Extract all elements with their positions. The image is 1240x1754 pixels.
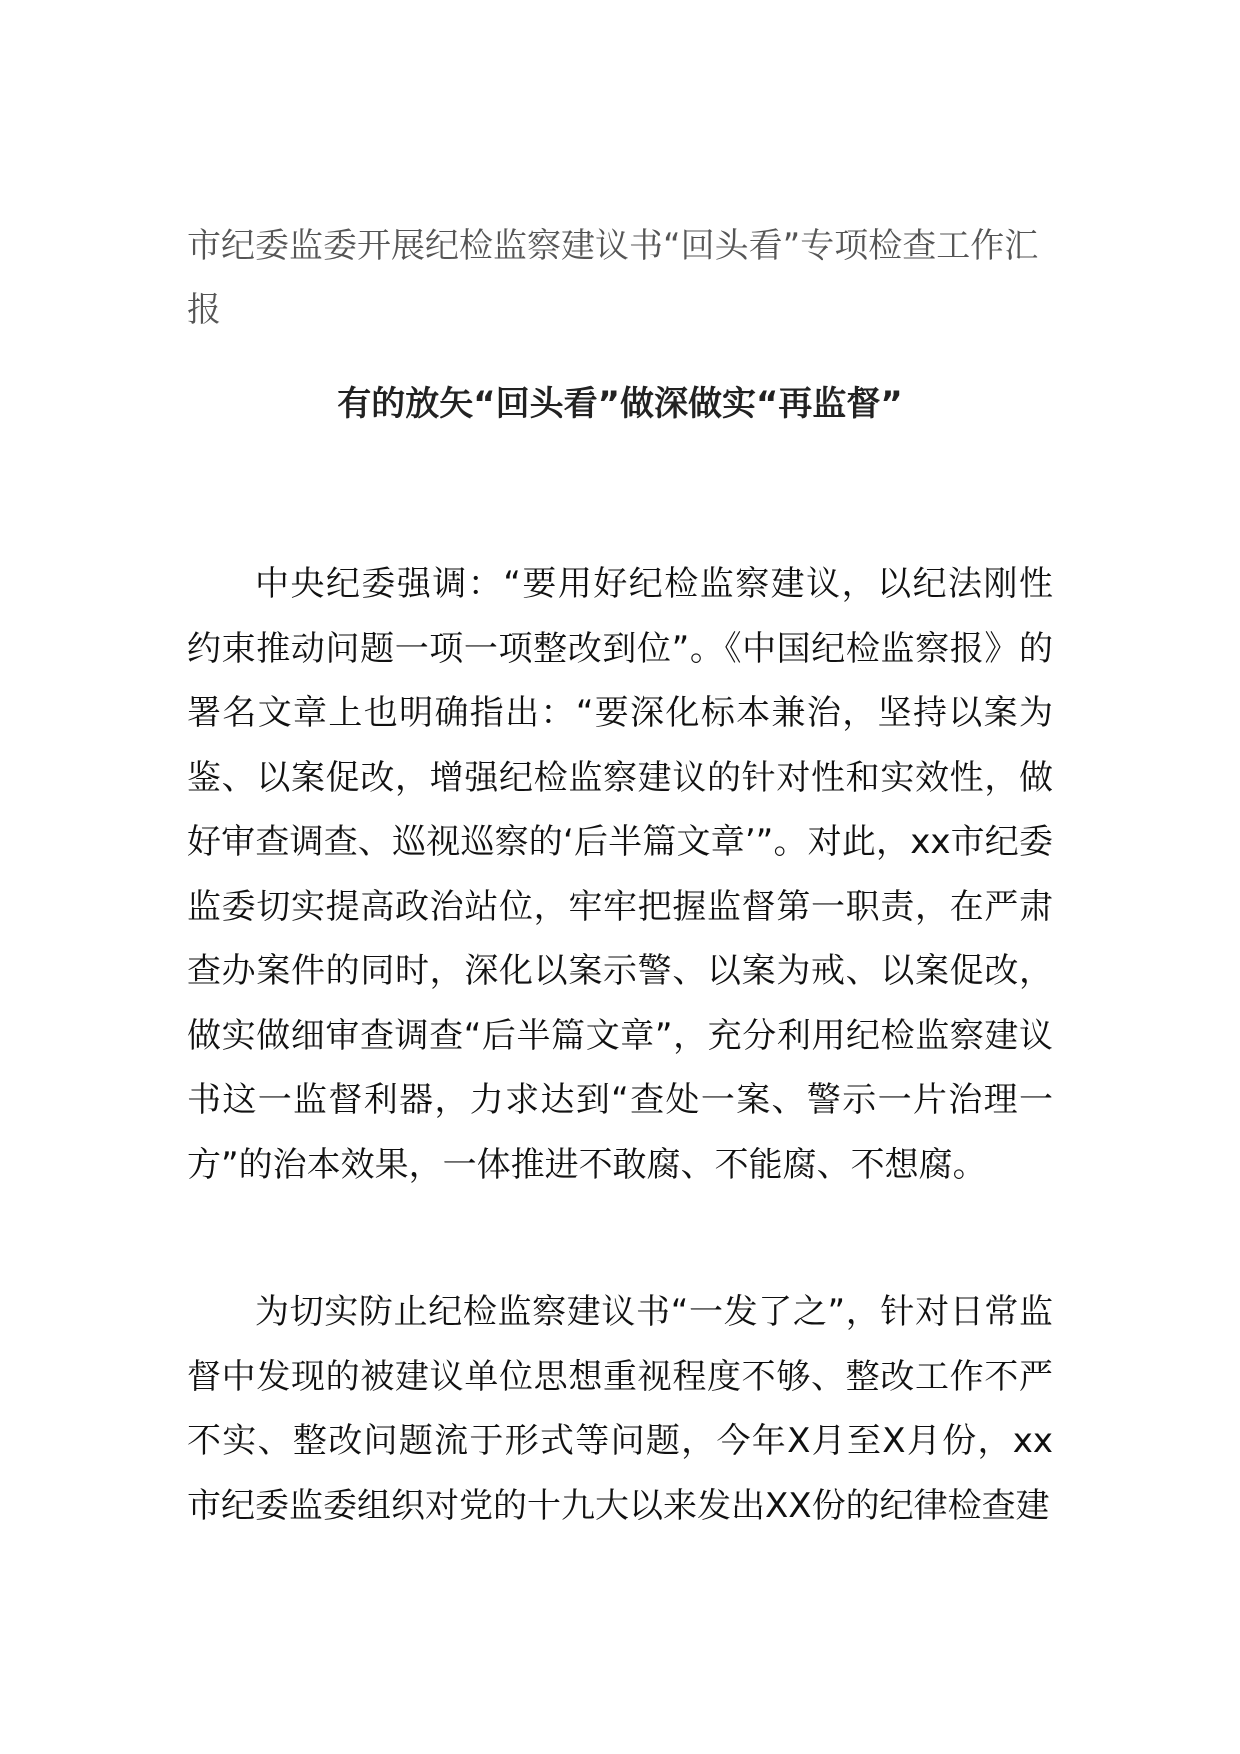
document-subtitle: 有的放矢“回头看”做深做实“再监督” <box>337 384 903 424</box>
body-paragraph: 中央纪委强调：“要用好纪检监察建议，以纪法刚性约束推动问题一项一项整改到位”。《中国纪检监察报》的署名文章上也明确指出：“要深化标本兼治，坚持以案为鉴、以案促改，增强纪检监察建议的针对性和实效性，做好审查调查、巡视巡察的‘后半篇文章’”。对此，xx市纪委监委切实提高政治站位，牢牢把握监督第一职责，在严肃查办案件的同时，深化以案示警、以案为戒、以案促改，做实做细审查调查“后半篇文章”，充分利用纪检监察建议书这一监督利器，力求达到“查处一案、警示一片治理一方”的治本效果，一体推进不敢腐、不能腐、不想腐。 <box>187 564 1053 1185</box>
document-title: 市纪委监委开展纪检监察建议书“回头看”专项检查工作汇报 <box>187 226 1039 330</box>
body-paragraph: 为切实防止纪检监察建议书“一发了之”，针对日常监督中发现的被建议单位思想重视程度不够、整改工作不严不实、整改问题流于形式等问题，今年X月至X月份，xx市纪委监委组织对党的十九大以来发出XX份的纪律检查建 <box>187 1292 1053 1526</box>
